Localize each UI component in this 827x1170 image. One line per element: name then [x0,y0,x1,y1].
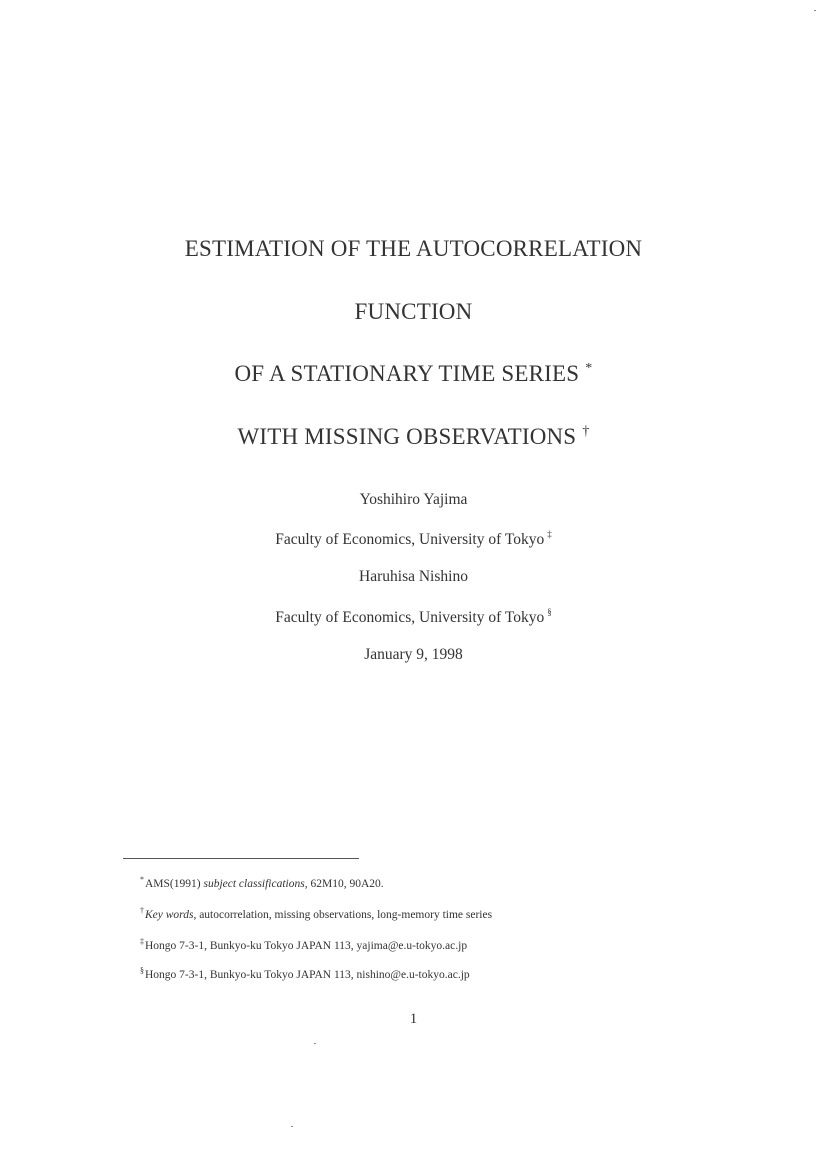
author-2-name-text: Haruhisa Nishino [359,568,468,585]
scan-speck [814,10,816,11]
title-footnote-mark-dagger: † [582,424,590,439]
footnote-1 [140,875,384,890]
footnote-2-italic: Key words [145,909,194,921]
date-text: January 9, 1998 [364,646,463,663]
author-1-affiliation [0,529,827,549]
footnote-3 [140,937,467,952]
author-1-affiliation-text: Faculty of Economics, University of Tokyo [275,531,545,548]
title-footnote-mark-star: * [585,361,593,376]
footnote-3-text: Hongo 7-3-1, Bunkyo-ku Tokyo JAPAN 113, yajima@e.u-tokyo.ac.jp [145,940,468,952]
footnote-rule [123,858,359,859]
footnote-1-italic: subject classifications [203,878,305,890]
title-text-2: FUNCTION [354,299,473,324]
footnote-2-rest: , autocorrelation, missing observations, long-memory time series [193,909,493,921]
date [0,646,827,664]
title-line-4 [0,424,827,450]
author-2-affiliation [0,607,827,627]
title-line-3 [0,361,827,387]
footnote-1-prefix: AMS(1991) [145,878,204,890]
footnote-2 [140,906,492,921]
title-line-1 [0,236,827,262]
footnote-2-mark: † [140,906,144,915]
page-number [0,1011,827,1028]
scan-speck [291,1126,293,1127]
footnote-1-mark: * [140,875,144,884]
author-1-footnote-mark: ‡ [547,529,552,539]
title-text-1: ESTIMATION OF THE AUTOCORRELATION [184,236,643,261]
title-text-4: WITH MISSING OBSERVATIONS [237,424,577,449]
author-1-name-text: Yoshihiro Yajima [359,491,468,508]
footnote-4 [140,966,470,981]
footnote-3-mark: ‡ [140,937,144,946]
footnote-1-rest: , 62M10, 90A20. [304,878,384,890]
author-2-footnote-mark: § [547,607,552,617]
title-text-3: OF A STATIONARY TIME SERIES [234,361,580,386]
title-line-2 [0,299,827,325]
footnote-4-text: Hongo 7-3-1, Bunkyo-ku Tokyo JAPAN 113, nishino@e.u-tokyo.ac.jp [145,969,470,981]
page-number-text: 1 [409,1011,418,1027]
author-1-name [0,491,827,509]
author-2-name [0,568,827,586]
author-2-affiliation-text: Faculty of Economics, University of Tokyo [275,609,545,626]
scan-speck [314,1043,316,1044]
footnote-4-mark: § [140,966,144,975]
